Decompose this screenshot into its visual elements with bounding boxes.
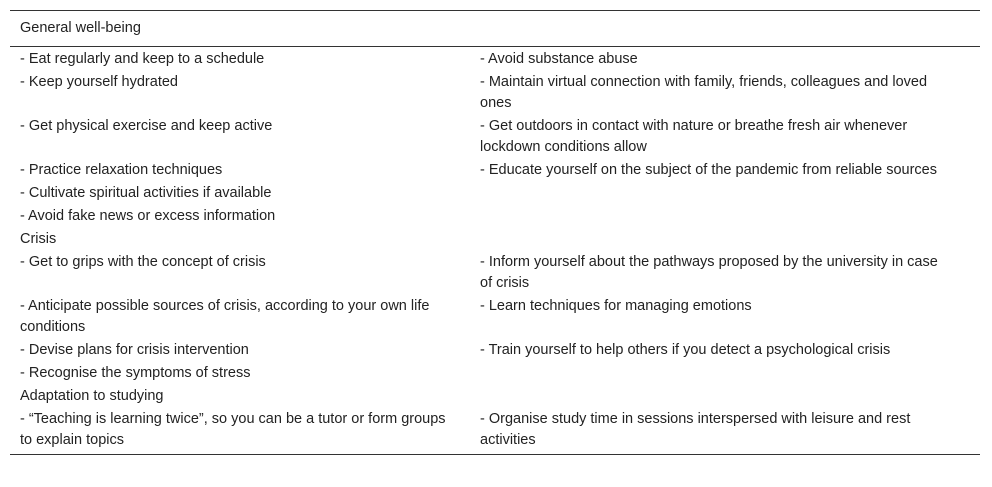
recommendations-table-container xyxy=(10,10,980,455)
table-cell-right: - Organise study time in sessions interspersed with leisure and rest activities xyxy=(468,408,980,455)
section-title: Adaptation to studying xyxy=(20,388,164,404)
table-row xyxy=(10,71,980,115)
section-title-row xyxy=(10,385,980,408)
table-row xyxy=(10,115,980,159)
table-row xyxy=(10,251,980,295)
table-cell-right: - Inform yourself about the pathways proposed by the university in case of crisis xyxy=(480,254,938,291)
table-row xyxy=(10,205,980,228)
table-row xyxy=(10,362,980,385)
table-row xyxy=(10,159,980,182)
section-title-row xyxy=(10,228,980,251)
table-cell-right: - Learn techniques for managing emotions xyxy=(480,298,752,314)
table-cell-left: - Get to grips with the concept of crisis xyxy=(20,254,266,270)
table-row xyxy=(10,47,980,72)
table-header-row xyxy=(10,11,980,47)
table-row xyxy=(10,295,980,339)
table-cell-left: - Recognise the symptoms of stress xyxy=(20,365,251,381)
table-cell-right xyxy=(468,205,980,228)
table-cell-left: - Devise plans for crisis intervention xyxy=(20,342,249,358)
table-row xyxy=(10,408,980,455)
table-cell-right: - Get outdoors in contact with nature or breathe fresh air whenever lockdown conditions allow xyxy=(480,118,908,155)
table-row xyxy=(10,339,980,362)
table-cell-left: - Practice relaxation techniques xyxy=(20,162,223,178)
recommendations-table xyxy=(10,10,980,455)
table-cell-right: - Maintain virtual connection with family, friends, colleagues and loved ones xyxy=(480,74,928,111)
table-cell-left: - “Teaching is learning twice”, so you can be a tutor or form groups to explain topics xyxy=(10,408,468,455)
section-title: Crisis xyxy=(20,231,57,247)
table-cell-left: - Eat regularly and keep to a schedule xyxy=(20,51,265,67)
table-cell-left: - Anticipate possible sources of crisis, according to your own life conditions xyxy=(20,298,430,335)
table-cell-left: - Cultivate spiritual activities if available xyxy=(20,185,272,201)
table-cell-left: - Avoid fake news or excess information xyxy=(20,208,276,224)
table-body xyxy=(10,47,980,455)
table-cell-left: - Keep yourself hydrated xyxy=(20,74,178,90)
table-cell-right xyxy=(468,182,980,205)
table-cell-right: - Train yourself to help others if you detect a psychological crisis xyxy=(480,342,891,358)
table-cell-right: - Educate yourself on the subject of the pandemic from reliable sources xyxy=(480,162,937,178)
table-header: General well-being xyxy=(10,11,980,47)
table-row xyxy=(10,182,980,205)
table-cell-left: - Get physical exercise and keep active xyxy=(20,118,273,134)
table-cell-right xyxy=(468,362,980,385)
table-cell-right: - Avoid substance abuse xyxy=(480,51,638,67)
